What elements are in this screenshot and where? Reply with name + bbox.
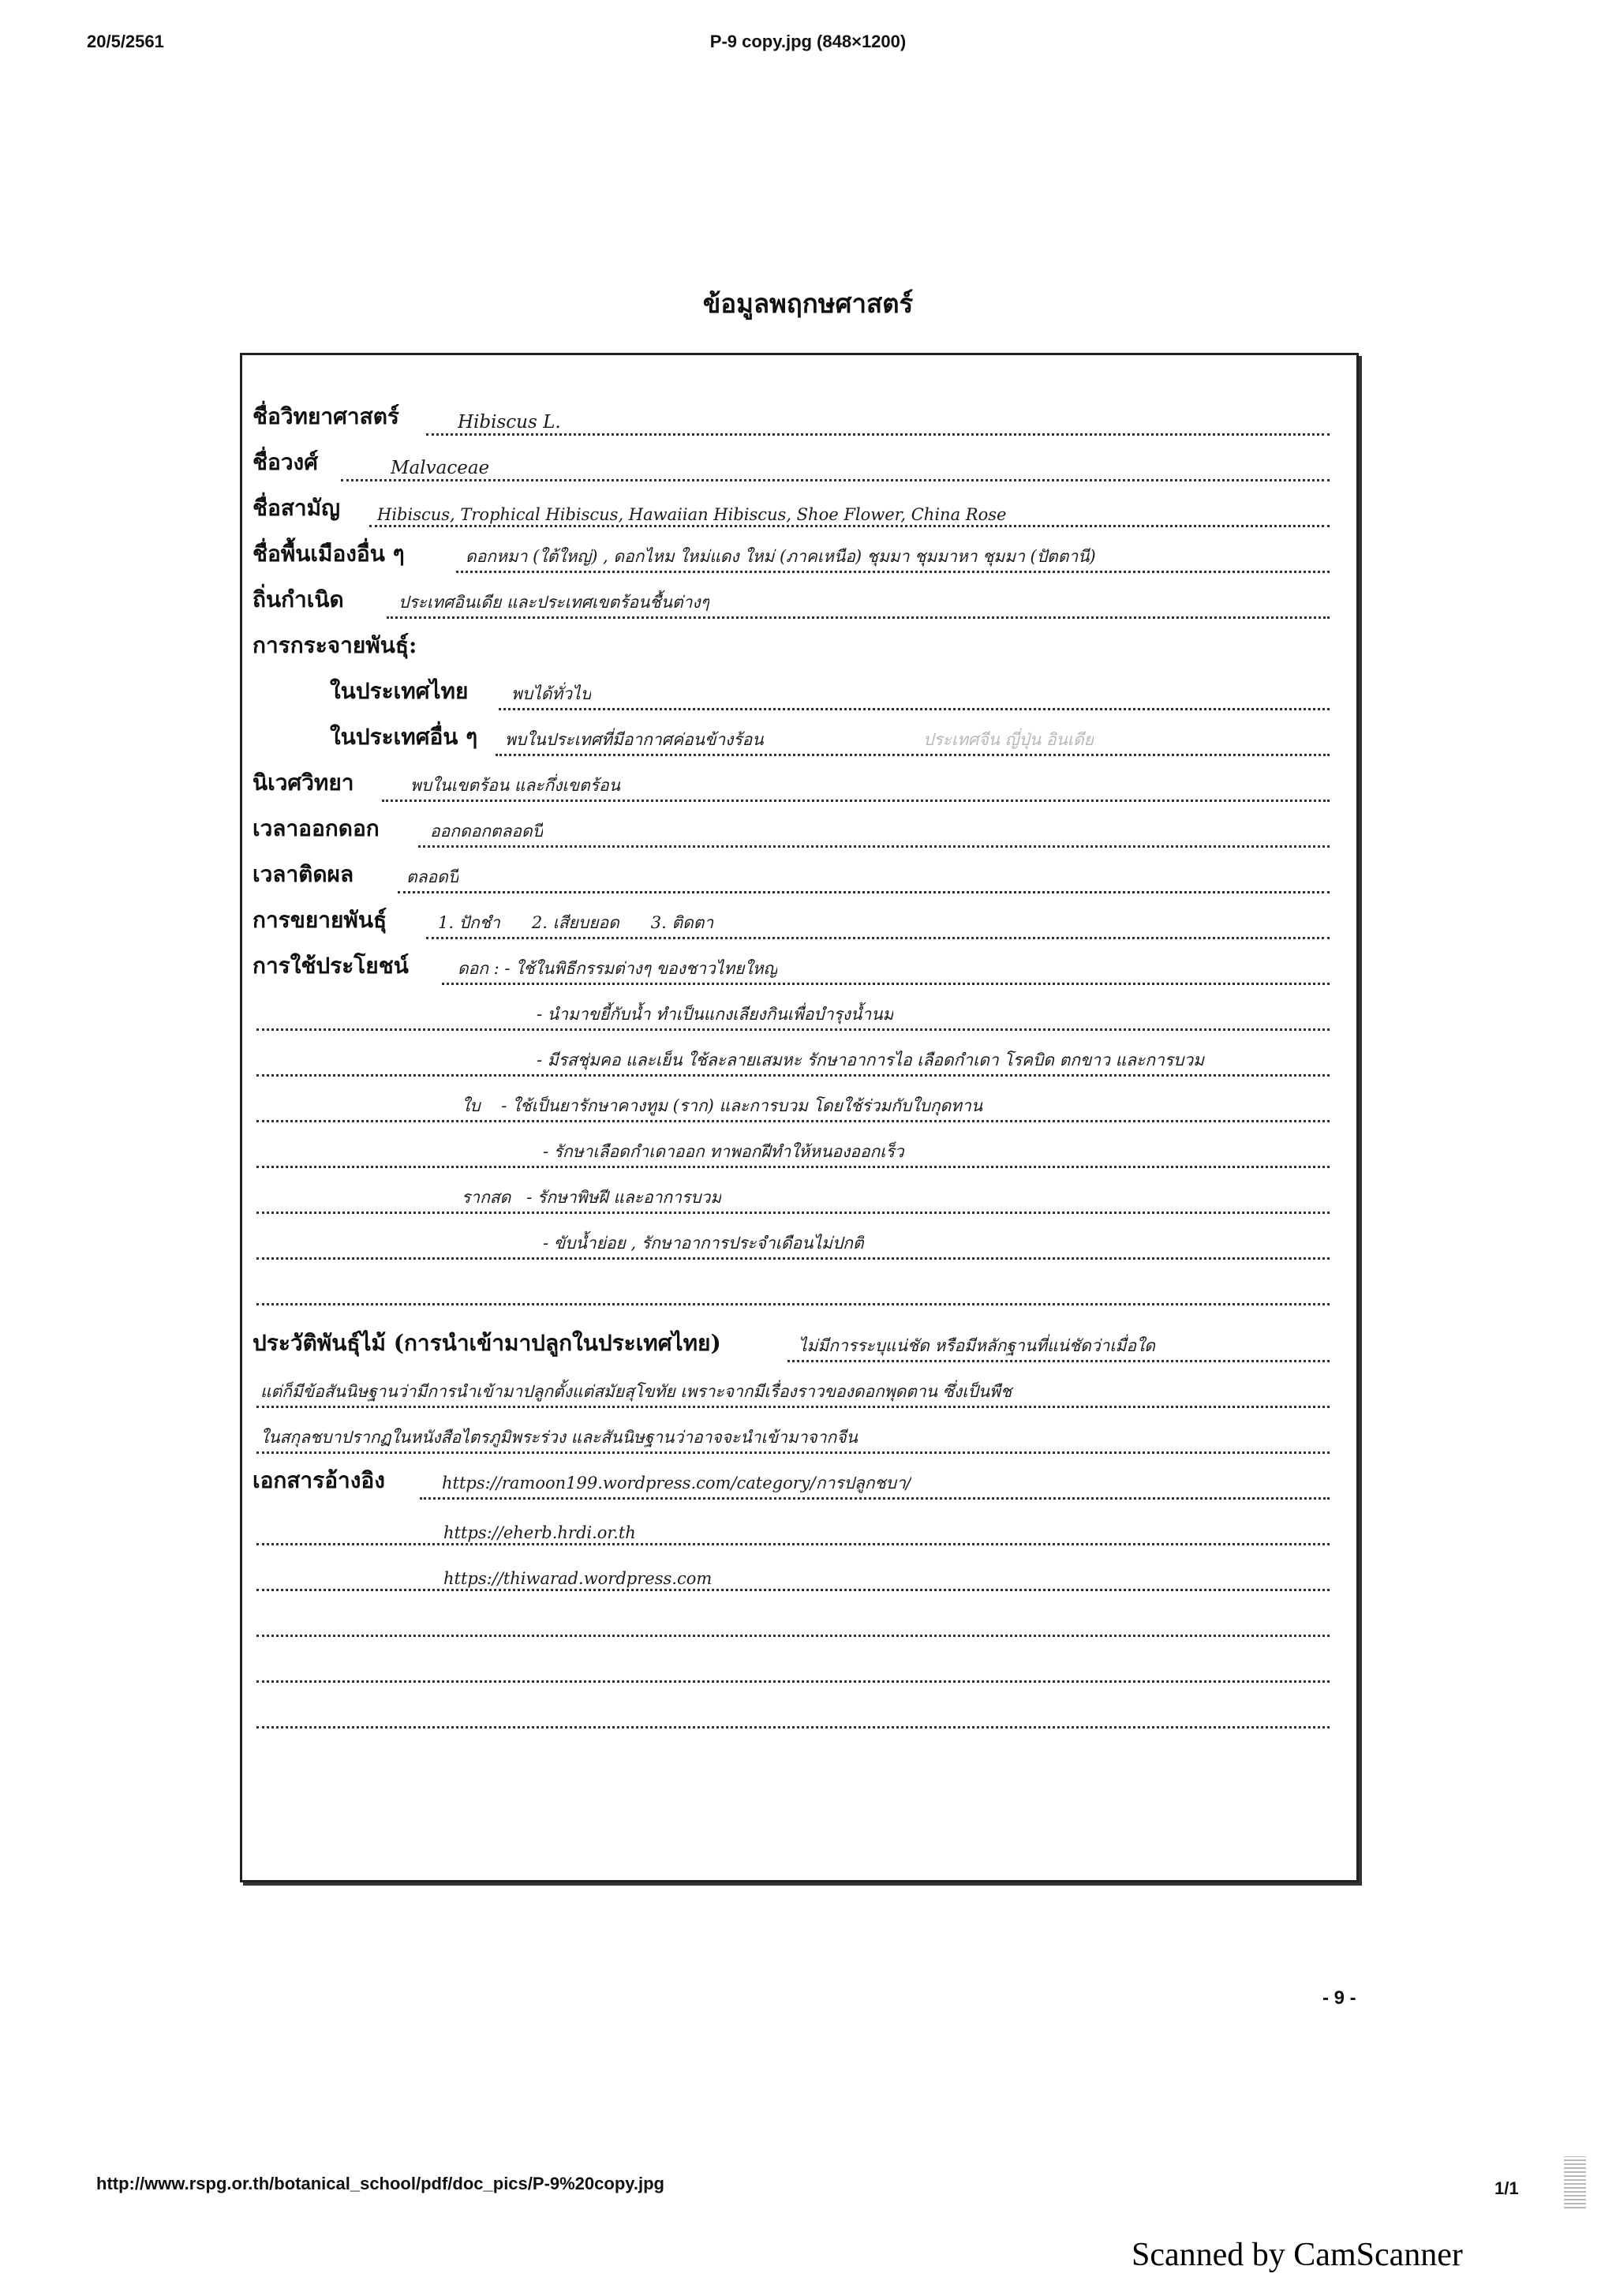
dotted-line [420,1497,1330,1500]
row-propagation [0,900,1616,942]
dotted-line [398,891,1330,893]
row-references-cont [0,1689,1616,1732]
value-history-line: แต่ก็มีข้อสันนิษฐานว่ามีการนำเข้ามาปลูกตั้งแต่สมัยสุโขทัย เพราะจากมีเรื่องราวของดอกพุดตาน ซึ่งเป็นพืช [260,1382,1012,1401]
dotted-line [256,1257,1330,1260]
value-uses-line: - ขับน้ำย่อย , รักษาอาการประจำเดือนไม่ปกติ [543,1234,864,1253]
label-history: ประวัติพันธุ์ไม้ (การนำเข้ามาปลูกในประเทศไทย) [252,1330,721,1356]
dotted-line [382,800,1330,802]
dotted-line [442,983,1330,985]
row-distribution-thailand [0,671,1616,714]
row-history-cont [0,1369,1616,1411]
dotted-line [787,1360,1330,1362]
label-distribution-thailand: ในประเทศไทย [330,678,469,704]
dotted-line [418,845,1330,848]
value-uses-line: ดอก : - ใช้ในพิธีกรรมต่างๆ ของชาวไทยใหญ่ [458,959,778,978]
label-fruiting: เวลาติดผล [252,861,354,887]
document-title: ข้อมูลพฤกษศาสตร์ [702,288,914,319]
row-flowering [0,808,1616,851]
dotted-line [496,754,1330,756]
value-local-names: ดอกหมา (ใต้ใหญ่) , ดอกไหม ใหม่แดง ใหม่ (ภาคเหนือ) ชุมมา ชุมมาหา ชุมมา (ปัตตานี) [466,547,1096,566]
value-origin: ประเทศอินเดีย และประเทศเขตร้อนชื้นต่างๆ [398,593,709,612]
camscanner-watermark: Scanned by CamScanner [1132,2237,1463,2273]
row-references [0,1460,1616,1503]
label-local-names: ชื่อพื้นเมืองอื่น ๆ [252,541,405,567]
value-reference-line: https://ramoon199.wordpress.com/category/การปลูกชบา/ [442,1474,911,1493]
value-common-name: Hibiscus, Trophical Hibiscus, Hawaiian Hibiscus, Shoe Flower, China Rose [377,505,1007,524]
value-propagation: 1. ปักชำ 2. เสียบยอด 3. ติดตา [438,913,714,932]
value-history-line: ในสกุลชบาปรากฏในหนังสือไตรภูมิพระร่วง และสันนิษฐานว่าอาจจะนำเข้ามาจากจีน [260,1428,858,1447]
row-fruiting [0,854,1616,897]
label-distribution: การกระจายพันธุ์: [252,632,417,658]
value-uses-line: - มีรสชุ่มคอ และเย็น ใช้ละลายเสมหะ รักษาอาการไอ เลือดกำเดา โรคบิด ตกขาว และการบวม [537,1051,1204,1069]
label-flowering: เวลาออกดอก [252,815,380,841]
dotted-line [256,1120,1330,1122]
label-uses: การใช้ประโยชน์ [252,953,409,979]
print-date: 20/5/2561 [87,32,164,51]
value-scientific-name: Hibiscus L. [458,412,561,433]
value-uses-line: - รักษาเลือดกำเดาออก ทาพอกฝีทำให้หนองออกเร็ว [543,1142,904,1161]
dotted-line [256,1212,1330,1214]
dotted-line [499,708,1330,710]
row-distribution-abroad [0,717,1616,759]
row-uses-cont [0,991,1616,1034]
row-scientific-name [0,396,1616,439]
row-references-cont [0,1552,1616,1594]
row-uses-cont [0,1083,1616,1126]
value-uses-line: รากสด - รักษาพิษฝี และอาการบวม [462,1188,722,1207]
label-ecology: นิเวศวิทยา [252,770,354,796]
row-references-cont [0,1643,1616,1686]
value-distribution-abroad: พบในประเทศที่มีอากาศค่อนข้างร้อน [505,730,764,749]
row-local-names [0,534,1616,576]
row-uses-cont [0,1266,1616,1309]
page-number: - 9 - [1322,1987,1356,2009]
dotted-line [426,433,1330,436]
value-flowering: ออกดอกตลอดปี [430,822,543,841]
row-references-cont [0,1597,1616,1640]
value-reference-line: https://eherb.hrdi.or.th [443,1523,636,1542]
dotted-line [256,1406,1330,1408]
footer-page-count: 1/1 [1494,2178,1519,2198]
dotted-line [256,1726,1330,1729]
row-history [0,1323,1616,1365]
dotted-line [341,479,1330,481]
value-reference-line: https://thiwarad.wordpress.com [443,1569,713,1588]
scan-artifact [1564,2156,1586,2208]
row-uses-cont [0,1174,1616,1217]
value-uses-line: - นำมาขยี้กับน้ำ ทำเป็นแกงเลียงกินเพื่อบำรุงน้ำนม [537,1005,894,1024]
value-uses-line: ใบ - ใช้เป็นยารักษาคางทูม (ราก) และการบวม โดยใช้ร่วมกับใบกุดทาน [462,1096,983,1115]
value-distribution-thailand: พบได้ทั่วไป [511,684,591,703]
dotted-line [256,1680,1330,1683]
print-file-name: P-9 copy.jpg (848×1200) [709,32,907,51]
row-references-cont [0,1506,1616,1549]
value-distribution-abroad-faded: ประเทศจีน ญี่ปุ่น อินเดีย [923,730,1094,749]
label-family: ชื่อวงศ์ [252,449,318,475]
dotted-line [256,1074,1330,1077]
label-propagation: การขยายพันธุ์ [252,907,387,933]
dotted-line [256,1028,1330,1031]
dotted-line [256,1635,1330,1637]
row-family [0,442,1616,485]
value-family: Malvaceae [391,458,490,478]
dotted-line [256,1303,1330,1305]
dotted-line [256,1589,1330,1591]
dotted-line [369,525,1330,527]
dotted-line [387,616,1330,619]
row-origin [0,579,1616,622]
row-history-cont [0,1414,1616,1457]
dotted-line [256,1543,1330,1545]
label-common-name: ชื่อสามัญ [252,495,340,521]
dotted-line [256,1166,1330,1168]
dotted-line [456,571,1330,573]
label-origin: ถิ่นกำเนิด [252,586,344,612]
dotted-line [426,937,1330,939]
label-references: เอกสารอ้างอิง [252,1467,385,1493]
row-ecology [0,762,1616,805]
row-common-name [0,488,1616,530]
row-uses-cont [0,1129,1616,1171]
label-scientific-name: ชื่อวิทยาศาสตร์ [252,403,399,429]
footer-url: http://www.rspg.or.th/botanical_school/pdf/doc_pics/P-9%20copy.jpg [96,2174,664,2193]
dotted-line [256,1451,1330,1454]
row-uses [0,946,1616,988]
print-header [0,32,1616,63]
value-fruiting: ตลอดปี [406,867,459,886]
row-uses-cont [0,1037,1616,1080]
value-ecology: พบในเขตร้อน และกึ่งเขตร้อน [410,776,620,795]
label-distribution-abroad: ในประเทศอื่น ๆ [330,724,478,750]
row-uses-cont [0,1220,1616,1263]
row-distribution [0,625,1616,668]
value-history-line: ไม่มีการระบุแน่ชัด หรือมีหลักฐานที่แน่ชัดว่าเมื่อใด [799,1336,1155,1355]
